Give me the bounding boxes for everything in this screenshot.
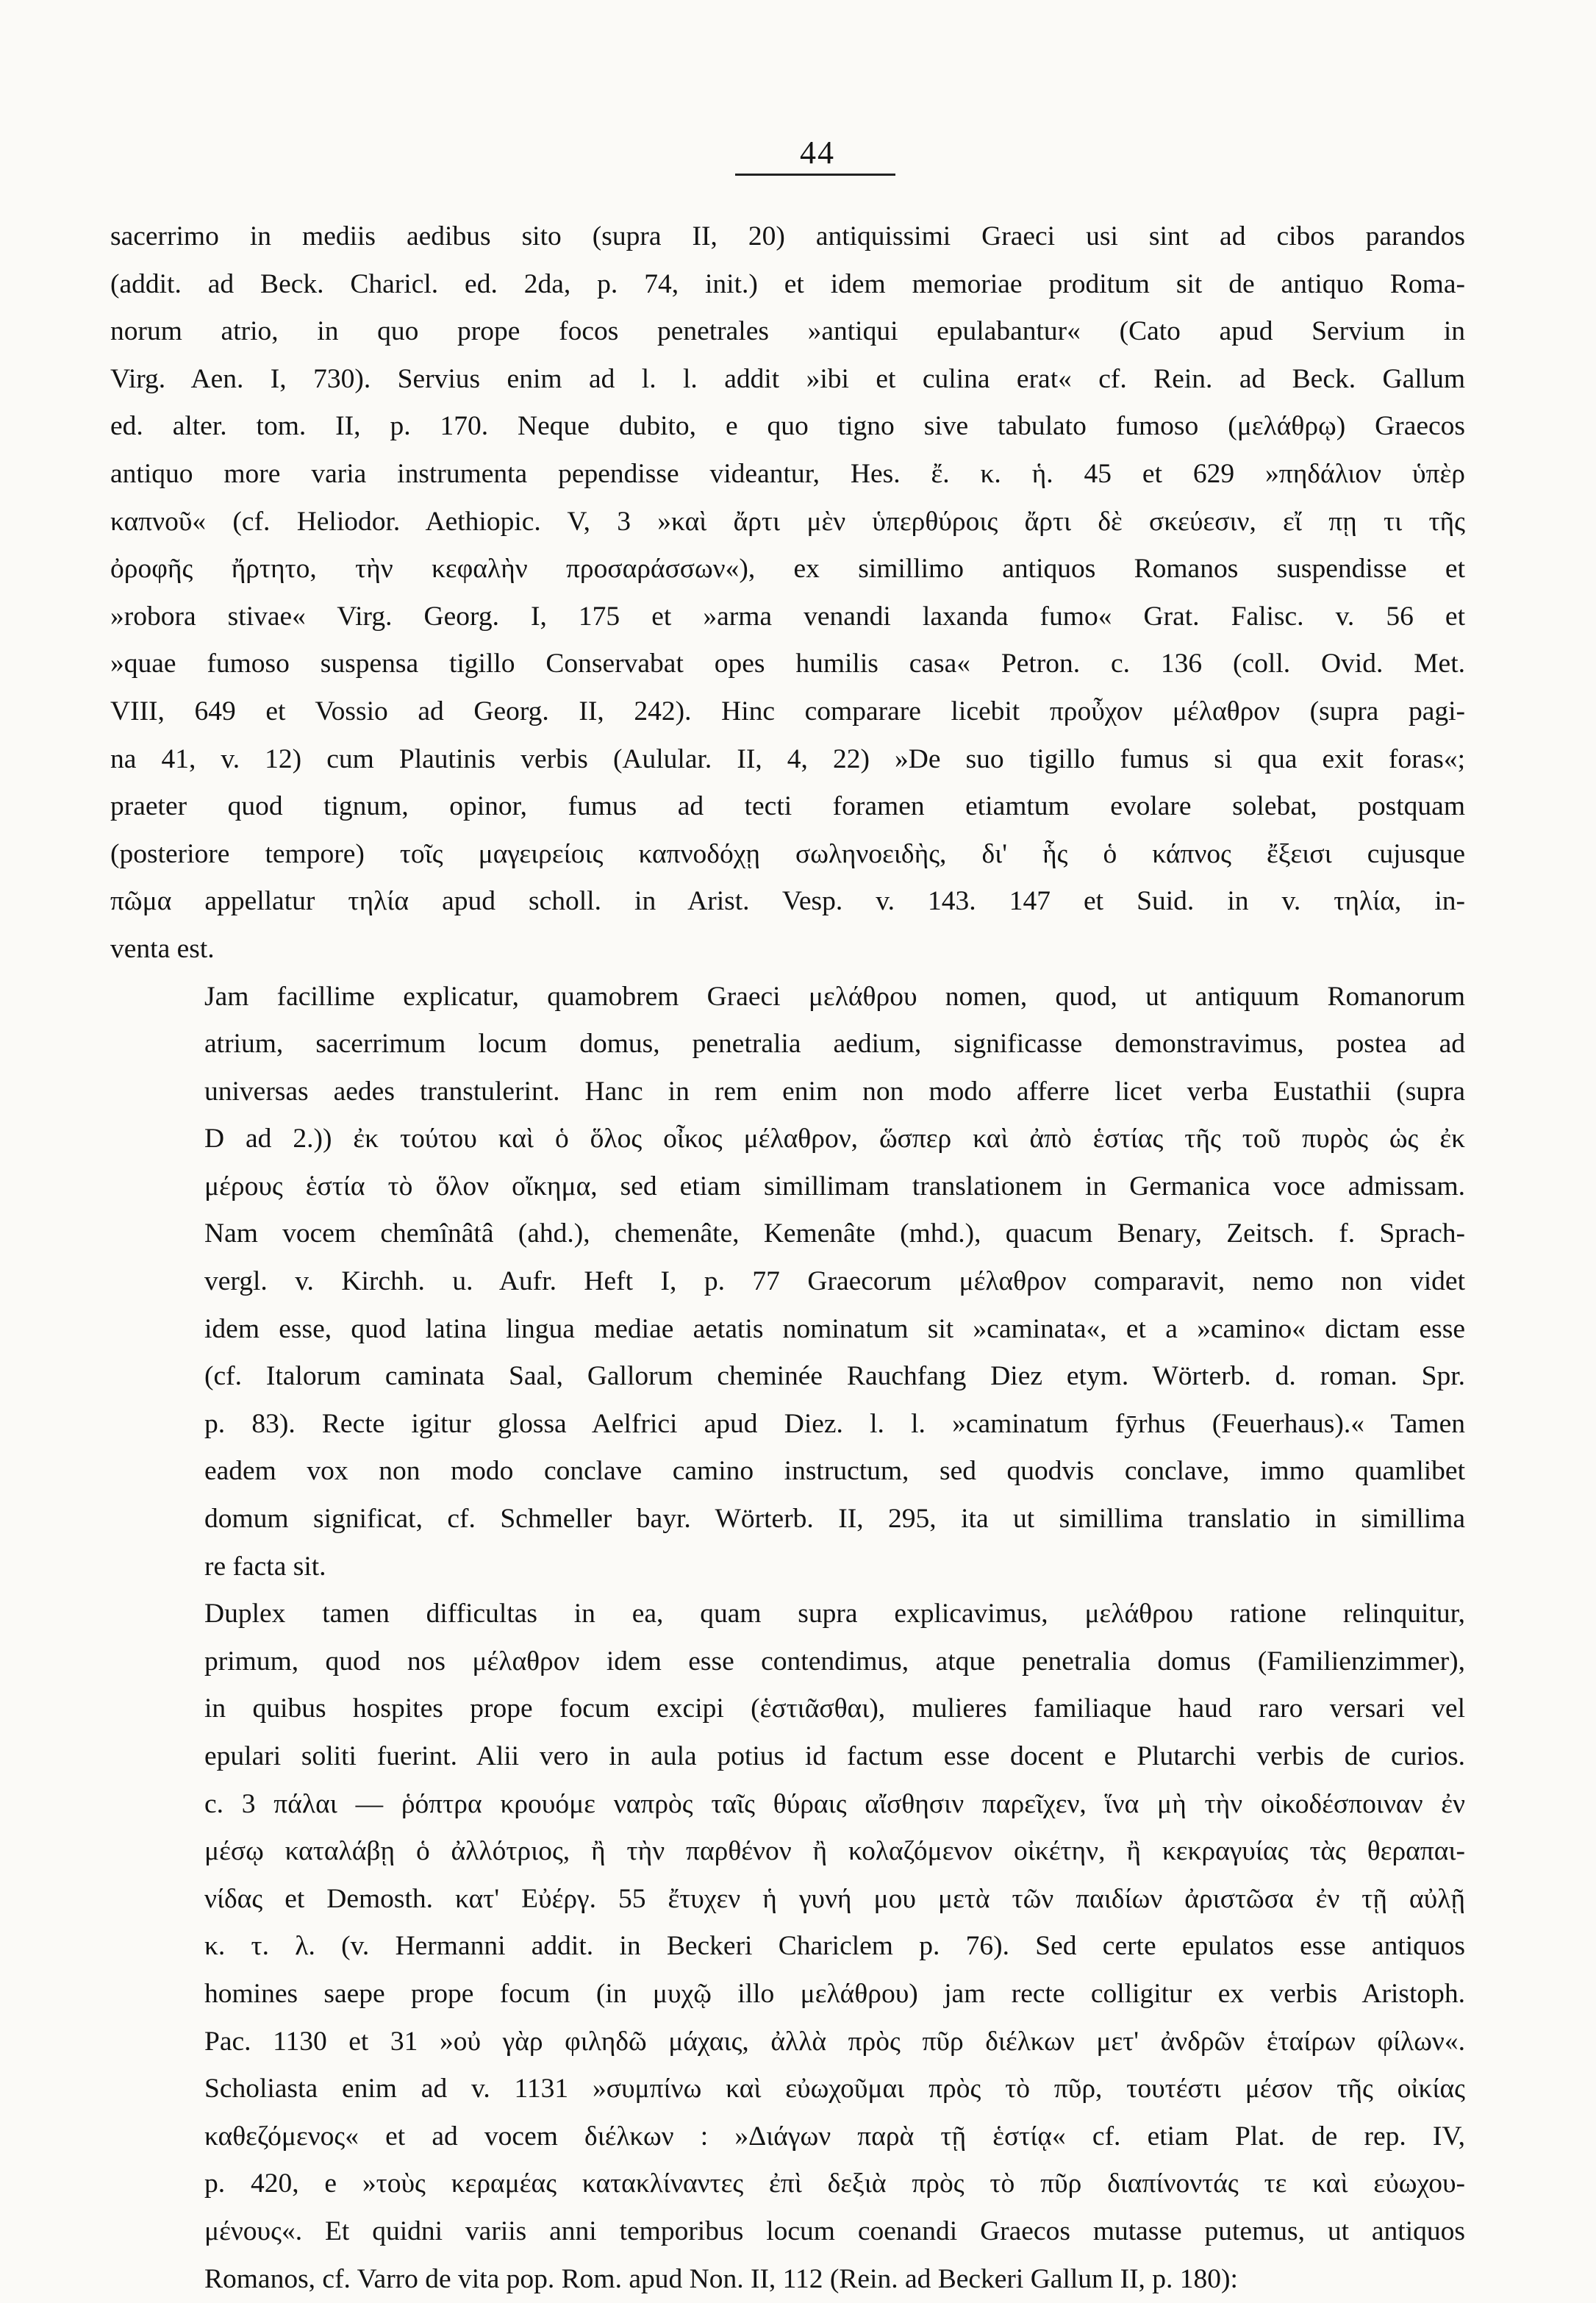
text-line: eadem vox non modo conclave camino instructum, sed quodvis conclave, immo quamlibet bbox=[204, 1456, 1465, 1487]
text-line: domum significat, cf. Schmeller bayr. Wörterb. II, 295, ita ut simillima translatio in simillima bbox=[204, 1504, 1465, 1535]
text-line: ὀροφῆς ἤρτητο, τὴν κεφαλὴν προσαράσσων«), ex simillimo antiquos Romanos suspendisse et bbox=[110, 554, 1465, 585]
text-line: (posteriore tempore) τοῖς μαγειρείοις καπνοδόχῃ σωληνοειδὴς, δι' ἧς ὁ κάπνος ἔξεισι cujusque bbox=[110, 838, 1465, 869]
text-line: Scholiasta enim ad v. 1131 »συμπίνω καὶ εὐωχοῦμαι πρὸς τὸ πῦρ, τουτέστι μέσον τῆς οἰκίας bbox=[204, 2074, 1465, 2104]
text-line: idem esse, quod latina lingua mediae aetatis nominatum sit »caminata«, et a »camino« dictam esse bbox=[204, 1313, 1465, 1344]
text-line: »quae fumoso suspensa tigillo Conservabat opes humilis casa« Petron. c. 136 (coll. Ovid. Met. bbox=[110, 649, 1465, 679]
text-line: p. 83). Recte igitur glossa Aelfrici apud Diez. l. l. »caminatum fȳrhus (Feuerhaus).« Tamen bbox=[204, 1408, 1465, 1439]
text-line: (cf. Italorum caminata Saal, Gallorum cheminée Rauchfang Diez etym. Wörterb. d. roman. Spr. bbox=[204, 1361, 1465, 1392]
text-line: νίδας et Demosth. κατ' Εὐέργ. 55 ἔτυχεν ἡ γυνή μου μετὰ τῶν παιδίων ἀριστῶσα ἐν τῇ αὐλῇ bbox=[204, 1883, 1465, 1914]
text-line: p. 420, e »τοὺς κεραμέας κατακλίναντες ἐπὶ δεξιὰ πρὸς τὸ πῦρ διαπίνοντάς τε καὶ εὐωχου- bbox=[204, 2168, 1465, 2199]
page-number: 44 bbox=[800, 135, 835, 171]
text-line: καπνοῦ« (cf. Heliodor. Aethiopic. V, 3 »καὶ ἄρτι μὲν ὑπερθύροις ἄρτι δὲ σκεύεσιν, εἴ πῃ τι τῆς bbox=[110, 506, 1465, 537]
body-text bbox=[110, 213, 1465, 2303]
text-line: »robora stivae« Virg. Georg. I, 175 et »arma venandi laxanda fumo« Grat. Falisc. v. 56 et bbox=[110, 601, 1465, 632]
text-line: VIII, 649 et Vossio ad Georg. II, 242). Hinc comparare licebit προὖχον μέλαθρον (supra pagi- bbox=[110, 696, 1465, 726]
text-line: μέρους ἑστία τὸ ὅλον οἴκημα, sed etiam simillimam translationem in Germanica voce admissam. bbox=[204, 1171, 1465, 1202]
text-line: primum, quod nos μέλαθρον idem esse contendimus, atque penetralia domus (Familienzimmer), bbox=[204, 1646, 1465, 1677]
text-line: c. 3 πάλαι — ῥόπτρα κρουόμε ναπρὸς ταῖς θύραις αἴσθησιν παρεῖχεν, ἵνα μὴ τὴν οἰκοδέσποιναν ἐν bbox=[204, 1788, 1465, 1819]
text-line: καθεζόμενος« et ad vocem διέλκων : »Διάγων παρὰ τῇ ἑστίᾳ« cf. etiam Plat. de rep. IV, bbox=[204, 2121, 1465, 2152]
text-line: atrium, sacerrimum locum domus, penetralia aedium, significasse demonstravimus, postea ad bbox=[204, 1029, 1465, 1060]
text-line: vergl. v. Kirchh. u. Aufr. Heft I, p. 77 Graecorum μέλαθρον comparavit, nemo non videt bbox=[204, 1266, 1465, 1297]
text-line: μέσῳ καταλάβῃ ὁ ἀλλότριος, ἢ τὴν παρθένον ἢ κολαζόμενον οἰκέτην, ἢ κεκραγυίας τὰς θεραπαι- bbox=[204, 1836, 1465, 1867]
text-line: re facta sit. bbox=[204, 1551, 326, 1582]
text-line: norum atrio, in quo prope focos penetrales »antiqui epulabantur« (Cato apud Servium in bbox=[110, 316, 1465, 347]
text-line: ed. alter. tom. II, p. 170. Neque dubito, e quo tigno sive tabulato fumoso (μελάθρῳ) Graecos bbox=[110, 411, 1465, 442]
text-line: Nam vocem chemînâtâ (ahd.), chemenâte, Kemenâte (mhd.), quacum Benary, Zeitsch. f. Sprach- bbox=[204, 1218, 1465, 1249]
paragraph-3 bbox=[110, 1590, 1465, 2303]
paragraph-2 bbox=[110, 974, 1465, 1591]
text-line: in quibus hospites prope focum excipi (ἑστιᾶσθαι), mulieres familiaque haud raro versari vel bbox=[204, 1693, 1465, 1724]
text-line: homines saepe prope focum (in μυχῷ illo μελάθρου) jam recte colligitur ex verbis Aristoph. bbox=[204, 1978, 1465, 2009]
text-line: Jam facillime explicatur, quamobrem Graeci μελάθρου nomen, quod, ut antiquum Romanorum bbox=[204, 981, 1465, 1012]
text-line: sacerrimo in mediis aedibus sito (supra II, 20) antiquissimi Graeci usi sint ad cibos parandos bbox=[110, 221, 1465, 251]
text-line: Pac. 1130 et 31 »οὐ γὰρ φιληδῶ μάχαις, ἀλλὰ πρὸς πῦρ διέλκων μετ' ἀνδρῶν ἑταίρων φίλων«. bbox=[204, 2026, 1465, 2057]
text-line: Duplex tamen difficultas in ea, quam supra explicavimus, μελάθρου ratione relinquitur, bbox=[204, 1599, 1465, 1629]
text-line: πῶμα appellatur τηλία apud scholl. in Arist. Vesp. v. 143. 147 et Suid. in v. τηλία, in- bbox=[110, 886, 1465, 917]
text-line: κ. τ. λ. (v. Hermanni addit. in Beckeri Chariclem p. 76). Sed certe epulatos esse antiquos bbox=[204, 1931, 1465, 1962]
text-line: Romanos, cf. Varro de vita pop. Rom. apud Non. II, 112 (Rein. ad Beckeri Gallum II, p. 180): bbox=[204, 2263, 1238, 2294]
text-line: praeter quod tignum, opinor, fumus ad tecti foramen etiamtum evolare solebat, postquam bbox=[110, 791, 1465, 822]
text-line: epulari soliti fuerint. Alii vero in aula potius id factum esse docent e Plutarchi verbis de curios. bbox=[204, 1741, 1465, 1771]
text-line: na 41, v. 12) cum Plautinis verbis (Aulular. II, 4, 22) »De suo tigillo fumus si qua exit foras«; bbox=[110, 743, 1465, 774]
text-line: D ad 2.)) ἐκ τούτου καὶ ὁ ὅλος οἶκος μέλαθρον, ὥσπερ καὶ ἀπὸ ἑστίας τῆς τοῦ πυρὸς ὡς ἐκ bbox=[204, 1124, 1465, 1154]
text-line: (addit. ad Beck. Charicl. ed. 2da, p. 74, init.) et idem memoriae proditum sit de antiquo Roma- bbox=[110, 268, 1465, 299]
paragraph-1 bbox=[110, 213, 1465, 974]
text-line: μένους«. Et quidni variis anni temporibus locum coenandi Graecos mutasse putemus, ut antiquos bbox=[204, 2215, 1465, 2246]
header-rule bbox=[735, 174, 895, 176]
text-line: antiquo more varia instrumenta pependisse videantur, Hes. ἔ. κ. ἡ. 45 et 629 »πηδάλιον ὑπὲρ bbox=[110, 458, 1465, 489]
text-line: venta est. bbox=[110, 933, 215, 964]
text-line: universas aedes transtulerint. Hanc in rem enim non modo afferre licet verba Eustathii (supra bbox=[204, 1076, 1465, 1107]
text-line: Virg. Aen. I, 730). Servius enim ad l. l. addit »ibi et culina erat« cf. Rein. ad Beck. Gallum bbox=[110, 363, 1465, 394]
